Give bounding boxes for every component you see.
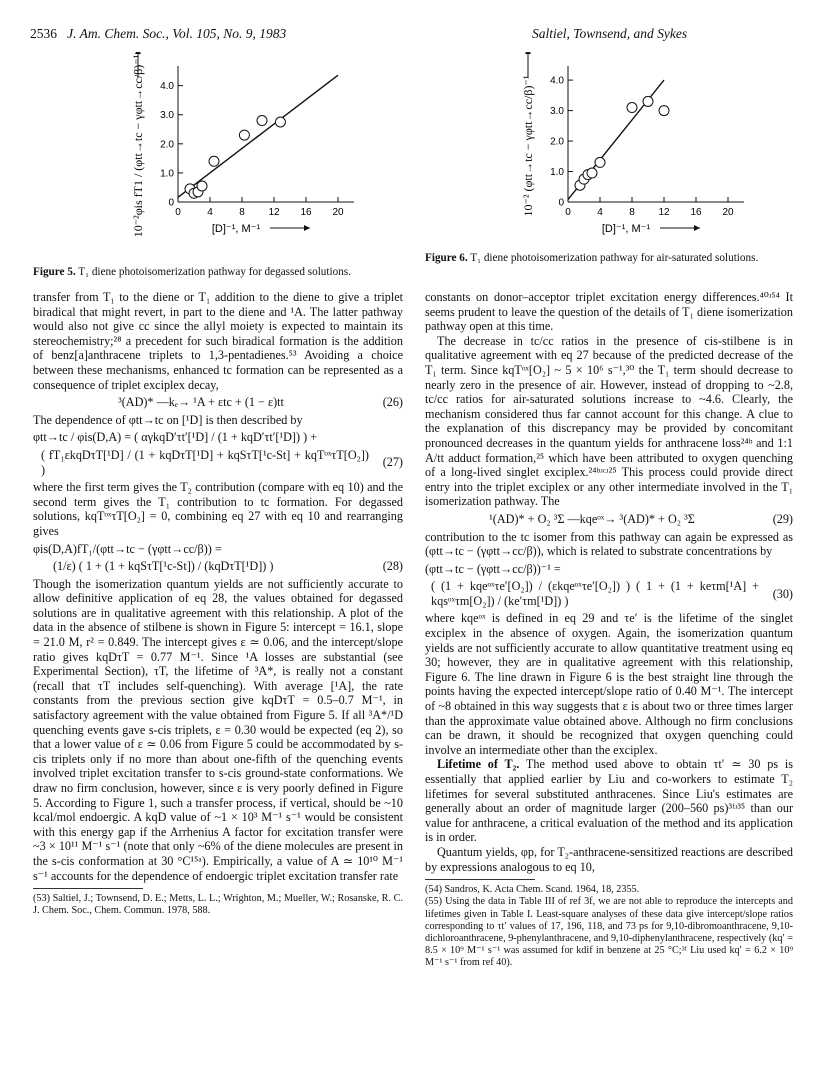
right-paragraph-2: The decrease in tc/cc ratios in the presence of cis-stilbene is in qualitative agreement with eq 27 because of the predicted decrease of the T₁ term. Since kqTᵒˣ[O₂] ~ 5 × 10⁶ s⁻¹,³⁰ the T₁ term should decrease to nearly zero in the presence of air. However, instead of dropping to ~2.8, tc/cc ratios for air-saturated solutions increase to ~4.6. Clearly, the mechanism considered thus far cannot account for this change. A clue to the explanation of this discrepancy may be provided by concomitant pronounced decreases in the quantum yields for anthracene loss²⁴ᵇ and 1:1 A/tt adduct formation,²⁵ which have been attributed to oxygen quenching of a long-lived singlet exciplex.²⁴ᵇʴᶜʴ²⁵ This process could provide direct entry into the triplet exciplex or any other intermediate involved in the T₁ isomerization pathway. The [425, 333, 793, 509]
fig5-x-label-arrowhead [304, 225, 310, 231]
equation-30-part-1 [425, 562, 793, 577]
footnote-53: (53) Saltiel, J.; Townsend, D. E.; Metts, L. L.; Wrighton, M.; Mueller, W.; Rosanske, R. C. J. Chem. Soc., Chem. Commun. 1978, 588. [33, 893, 403, 917]
fig5-y-label-arrowhead [135, 52, 141, 54]
left-paragraph-1: transfer from T₁ to the diene or T₁ addition to the diene to give a triplet biradical that might revert, in part to the diene and ¹A. The latter pathway would also not give cc since the allyl moiety is expected to maintain its stereochemistry;²⁸ a precedent for such biradical formation is the addition of benz[a]anthracene triplets to 1,3-pentadienes.⁵³ Avoiding a choice between these mechanisms, enhanced tc formation can be represented as a consequence of triplet exciplex decay, [33, 290, 403, 392]
fig6-data-point [643, 96, 653, 106]
left-column [33, 290, 403, 918]
figure-5-plot [60, 52, 390, 257]
fig5-data-point [239, 130, 249, 140]
fig6-y-tick-label: 2.0 [550, 136, 564, 148]
fig6-data-point [627, 103, 637, 113]
figure-5-label: Figure 5. [33, 266, 76, 278]
fig6-x-tick-label: 0 [565, 207, 571, 218]
fig6-data-point [595, 157, 605, 167]
equation-27-number: (27) [382, 455, 403, 470]
equation-28-number: (28) [382, 559, 403, 574]
fig5-data-point [197, 181, 207, 191]
equation-27-body-b: ( fT₁εkqDτT[¹D] / (1 + kqDτT[¹D] + kqSτT[¹c-St] + kqTᵒˣτT[O₂]) ) [41, 447, 369, 477]
page-number: 2536 [30, 26, 57, 41]
right-paragraph-5 [425, 757, 793, 845]
fig6-y-tick-label: 1.0 [550, 167, 564, 179]
footnote-54: (54) Sandros, K. Acta Chem. Scand. 1964, 18, 2355. [425, 884, 640, 896]
equation-26 [33, 395, 403, 410]
figure-6-caption [425, 252, 793, 265]
fig6-x-tick-label: 4 [597, 207, 603, 218]
equation-28-part-1 [33, 542, 403, 557]
right-paragraph-6: Quantum yields, φp, for T₂-anthracene-sensitized reactions are described by expressions analogous to eq 10, [425, 844, 793, 874]
figure-5-caption-text: T₁ diene photoisomerization pathway for degassed solutions. [78, 266, 351, 278]
fig6-x-tick-label: 12 [658, 207, 670, 218]
fig5-y-tick-label: 0 [168, 197, 174, 209]
fig5-x-tick-label: 16 [300, 207, 312, 218]
fig6-y-label-arrowhead [525, 52, 531, 54]
right-paragraph-5-text: The method used above to obtain τt′ ≃ 30 ps is essentially that applied earlier by Liu and co-workers to estimate T₂ lifetimes for several substituted anthracenes. Since Liu's estimates are generally about an order of magnitude larger (200–560 ps)³ᶠʴ³⁵ than our value for anthracene, a critical evaluation of the method and its application is in order. [425, 757, 793, 845]
fig6-data-point [587, 168, 597, 178]
fig5-fit-line [178, 75, 338, 197]
left-paragraph-3: where the first term gives the T₂ contribution (compare with eq 10) and the second term gives the T₁ contribution to tc formation. For degassed solutions, kqTᵒˣτT[O₂] = 0, combining eq 27 with eq 10 and rearranging gives [33, 480, 403, 538]
equation-29 [425, 512, 793, 527]
footnote-55: (55) Using the data in Table III of ref 3f, we are not able to reproduce the intercepts and lifetimes given in Table I. Least-square analyses of these data give intercept/slope ratios corresponding to τt′ values of 17, 196, 118, and 73 ps for 9,10-dibromoanthracene, 9,10-dichloroanthracene, 9-phenylanthracene, and 9,10-diphenylanthracene, respectively (kq′ = 8.5 × 10⁹ M⁻¹ s⁻¹ was assumed for kdif in benzene at 25 °C;³ᶠ Liu used kq′ = 6.2 × 10⁹ M⁻¹ s⁻¹ from ref 40). [425, 896, 793, 969]
fig5-x-tick-label: 12 [268, 207, 280, 218]
footnote-rule-right [425, 879, 535, 880]
figure-6-label: Figure 6. [425, 252, 468, 264]
fig5-x-tick-label: 0 [175, 207, 181, 218]
equation-28-body-b: (1/ε) ( 1 + (1 + kqSτT[¹c-St]) / (kqDτT[¹D]) ) [53, 559, 274, 574]
figure-5-caption [33, 266, 403, 279]
right-paragraph-1: constants on donor–acceptor triplet excitation energy differences.⁴⁰ʴ⁵⁴ It seems prudent to leave the question of the details of T₁ diene isomerization pathway open at this time. [425, 290, 793, 334]
equation-27-part-2 [33, 448, 403, 477]
fig6-data-point [659, 106, 669, 116]
equation-30-number: (30) [772, 586, 793, 601]
fig6-x-label-arrowhead [694, 225, 700, 231]
left-paragraph-2: The dependence of φtt→tc on [¹D] is then described by [33, 412, 303, 427]
fig6-x-tick-label: 20 [722, 207, 734, 218]
fig5-x-tick-label: 20 [332, 207, 344, 218]
fig5-y-tick-label: 3.0 [160, 110, 174, 122]
equation-29-number: (29) [772, 511, 793, 526]
equation-27-body-a: φtt→tc / φis(D,A) = ( αγkqD′τt′[¹D] / (1 + kqD′τt′[¹D]) ) + [33, 430, 318, 445]
fig5-data-point [275, 117, 285, 127]
fig6-y-tick-label: 0 [558, 197, 564, 209]
left-paragraph-4: Though the isomerization quantum yields are not sufficiently accurate to allow definitive application of eq 28, the values obtained for degassed solutions are in qualitative agreement with this relationship. A plot of the data in the absence of stilbene is shown in Figure 5: intercept = 16.1, slope = 21.0 M, r² = 0.849. The intercept gives ε ≃ 0.06, and the intercept/slope ratio gives kqDτT = 0.77 M⁻¹. Since ¹A losses are substantial (see Experimental Section), τT, the lifetime of ³A*, is really not a constant (recall that τT includes self-quenching). With average [¹A], the rate constants from the previous section give kqDτT = 0.5–0.7 M⁻¹, in satisfactory agreement with the value obtained from Figure 5. If all ³A*/¹D quenching events gave s-cis triplets, ε = 0.30 would be expected (eq 2), so that a lower value of ε ≃ 0.06 from Figure 5 could be accommodated by s-cis triplets only if no more than about one-fifth of the quenching events involved triplet excitation transfer to s-cis ground-state conformations. We draw no firm conclusion, however, since ε is very poorly defined in Figure 5. According to Figure 1, such a transfer process, if vertical, should be ~10 kcal/mol endoergic. A kqD value of ~1 × 10³ M⁻¹ s⁻¹ would be consistent with this energy gap if the Arrhenius A factor for excitation transfer were ~3 × 10¹¹ M⁻¹ s⁻¹ (note that only ~6% of the diene molecules are present in the s-cis conformation at 30 °C¹⁵ᵃ). Empirically, a value of A ≃ 10¹⁰ M⁻¹ s⁻¹ accounts for the dependence of endoergic triplet excitation transfer rate [33, 576, 403, 883]
fig5-y-axis-label: 10⁻²φis fT1 / (φtt→tc − γφtt→cc/β)⁻¹ [131, 54, 145, 238]
page-header-authors: Saltiel, Townsend, and Sykes [532, 26, 688, 41]
figure-6-caption-text: T₁ diene photoisomerization pathway for air-saturated solutions. [470, 252, 759, 264]
right-paragraph-4: where kqeᵒˣ is defined in eq 29 and τe′ is the lifetime of the singlet exciplex in the absence of oxygen. Again, the isomerization quantum yields are not sufficiently accurate to allow quantitative treatment using eq 30; however, they are in qualitative agreement with this relationship, Figure 6. The line drawn in Figure 6 is the best straight line through the points having the expected intercept/slope ratio of 0.40 M⁻¹. The intercept of ~8 obtained in this way suggests that ε is about two or three times larger than the approximate value obtained above. Although no firm conclusions can be drawn, it should be recognized that oxygen quenching could involve an intermediate other than the exciplex. [425, 611, 793, 757]
figure-6-plot [450, 52, 780, 252]
equation-26-number: (26) [382, 395, 403, 410]
journal-citation: J. Am. Chem. Soc., Vol. 105, No. 9, 1983 [67, 26, 287, 41]
equation-28-part-2 [33, 559, 403, 574]
equation-30-body-b: ( (1 + kqeᵒˣτe′[O₂]) / (εkqeᵒˣτe′[O₂]) ) ( 1 + (1 + keτm[¹A] + kqsᵒˣτm[O₂]) / (ke′τm[¹D]) ) [431, 579, 759, 608]
fig5-y-tick-label: 4.0 [160, 81, 174, 93]
page-header-left [30, 26, 286, 42]
equation-27-part-1 [33, 430, 403, 445]
fig5-data-point [257, 116, 267, 126]
right-column [425, 290, 793, 970]
fig6-y-tick-label: 4.0 [550, 75, 564, 87]
fig5-x-tick-label: 4 [207, 207, 213, 218]
fig5-x-axis-label: [D]⁻¹, M⁻¹ [211, 223, 261, 235]
fig5-y-tick-label: 1.0 [160, 168, 174, 180]
fig5-x-tick-label: 8 [239, 207, 245, 218]
fig5-y-tick-label: 2.0 [160, 139, 174, 151]
equation-30-part-2 [425, 579, 793, 608]
fig5-data-point [209, 156, 219, 166]
equation-29-body: ¹(AD)* + O₂ ³Σ —kqeᵒˣ→ ³(AD)* + O₂ ³Σ [489, 511, 695, 526]
right-paragraph-3: contribution to the tc isomer from this pathway can again be expressed as (φtt→tc − (γφtt→cc/β)), which is related to substrate concentrations by [425, 529, 793, 559]
equation-28-body-a: φis(D,A)fT₁/(φtt→tc − (γφtt→cc/β)) = [33, 541, 222, 556]
fig6-y-tick-label: 3.0 [550, 106, 564, 118]
fig6-x-tick-label: 8 [629, 207, 635, 218]
fig6-y-axis-label: 10⁻² (φtt→tc − γφtt→cc/β)⁻¹ [521, 75, 535, 217]
equation-26-body: ³(AD)* —kₑ→ ¹A + εtc + (1 − ε)tt [118, 395, 284, 410]
fig6-x-axis-label: [D]⁻¹, M⁻¹ [601, 223, 651, 235]
equation-30-body-a: (φtt→tc − (γφtt→cc/β))⁻¹ = [425, 561, 561, 576]
fig6-x-tick-label: 16 [690, 207, 702, 218]
footnote-rule-left [33, 888, 143, 889]
section-heading-lifetime-t2: Lifetime of T₂. [437, 757, 520, 772]
